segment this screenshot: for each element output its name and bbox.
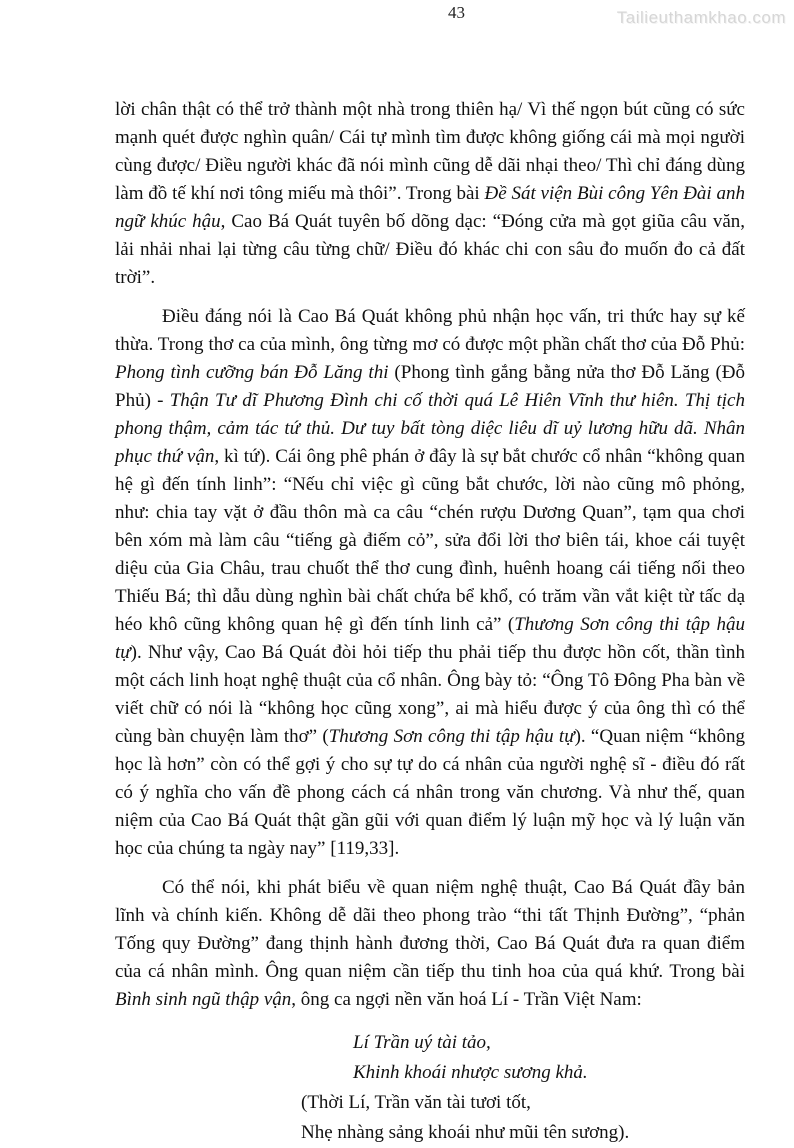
- paragraph: [115, 96, 745, 292]
- text-segment: Thương Sơn công thi tập hậu tự: [115, 614, 746, 663]
- poem-block: [115, 1028, 745, 1148]
- text-segment: lời chân thật có thể trở thành một nhà trong thiên hạ/ Vì thế ngọn bút cũng có sức mạnh quét được nghìn quân/ Cái tự mình tìm được không giống cái mà mọi người cùng được/ Điều người khác đã nói mình cũng dễ dãi nhại theo/ Thì chỉ đáng dùng làm đồ tế khí nơi tông miếu mà thôi”. Trong bài: [115, 99, 745, 204]
- body-text-block: [115, 96, 745, 1148]
- text-segment: ). Như vậy, Cao Bá Quát đòi hỏi tiếp thu phải tiếp thu được hồn cốt, thần tình một cách linh hoạt nghệ thuật của cổ nhân. Ông bày tỏ: “Ông Tô Đông Pha bàn về viết chữ có nói là “không học cũng xong”, ai mà hiểu được ý của ông thì có thể cùng bàn chuyện làm thơ” (: [115, 642, 745, 747]
- page-number: 43: [448, 3, 465, 22]
- poem-line: Khinh khoái nhược sương khả.: [353, 1062, 588, 1083]
- poem-line: Lí Trần uý tài tảo,: [353, 1032, 491, 1053]
- text-segment: Có thể nói, khi phát biểu về quan niệm nghệ thuật, Cao Bá Quát đầy bản lĩnh và chính kiến. Không dễ dãi theo phong trào “thi tất Thịnh Đường”, “phản Tống quy Đường” đang thịnh hành đương thời, Cao Bá Quát đưa ra quan điểm của cá nhân mình. Ông quan niệm cần tiếp thu tinh hoa của quá khứ. Trong bài: [115, 877, 745, 982]
- poem-line: Nhẹ nhàng sảng khoái như mũi tên sương).: [301, 1122, 630, 1143]
- text-segment: , Cao Bá Quát tuyên bố dõng dạc: “Đóng cửa mà gọt giũa câu văn, lải nhải nhai lại từng câu từng chữ/ Điều đó khác chi con sâu đo muốn đo cả đất trời”.: [115, 211, 746, 288]
- text-segment: (Phong tình gắng bằng nửa thơ Đỗ Lăng (Đỗ Phủ) -: [115, 362, 745, 411]
- text-segment: Thương Sơn công thi tập hậu tự: [328, 726, 575, 747]
- paragraph: [115, 874, 745, 1014]
- text-segment: ). “Quan niệm “không học là hơn” còn có thể gợi ý cho sự tự do cá nhân của người nghệ sĩ - điều đó rất có ý nghĩa cho vấn đề phong cách cá nhân trong văn chương. Và như thế, quan niệm của Cao Bá Quát thật gần gũi với quan điểm lý luận mỹ học và lý luận văn học của chúng ta ngày nay” [119,33].: [115, 726, 746, 859]
- text-segment: Bình sinh ngũ thập vận: [115, 989, 292, 1010]
- watermark-text: Tailieuthamkhao.com: [616, 8, 786, 27]
- paragraph: [115, 303, 745, 863]
- text-segment: , kì tứ). Cái ông phê phán ở đây là sự bắt chước cổ nhân “không quan hệ gì đến tính linh”: “Nếu chỉ việc gì cũng bắt chước, lời nào cũng mô phỏng, như: chia tay vặt ở đầu thôn mà ca câu “chén rượu Dương Quan”, tạm qua chơi bên xóm mà làm câu “tiếng gà điếm cỏ”, sửa đổi lời thơ biên tái, khoe cái tuyệt diệu của Gia Châu, trau chuốt thể thơ cung đình, huênh hoang cái tiếng nối theo Thiếu Bá; thì dẫu dùng nghìn bài chất chứa bể khổ, có trăm vần vắt kiệt từ tấc dạ héo khô cũng không quan hệ gì đến tính linh cả” (: [115, 446, 745, 635]
- text-segment: Thận Tư dĩ Phương Đình chi cố thời quá Lê Hiên Vĩnh thư hiên. Thị tịch phong thậm, cảm tác tứ thủ. Dư tuy bất tòng diệc liêu dĩ uỷ lương hữu dã. Nhân phục thứ vận: [115, 390, 745, 467]
- text-segment: Đề Sát viện Bùi công Yên Đài anh ngữ khúc hậu: [115, 183, 745, 232]
- text-segment: Điều đáng nói là Cao Bá Quát không phủ nhận học vấn, tri thức hay sự kế thừa. Trong thơ ca của mình, ông từng mơ có được một phần chất thơ của Đỗ Phủ:: [115, 306, 745, 355]
- text-segment: Phong tình cưỡng bán Đỗ Lăng thi: [115, 362, 389, 383]
- text-segment: , ông ca ngợi nền văn hoá Lí - Trần Việt Nam:: [291, 989, 642, 1010]
- poem-line: (Thời Lí, Trần văn tài tươi tốt,: [301, 1092, 531, 1113]
